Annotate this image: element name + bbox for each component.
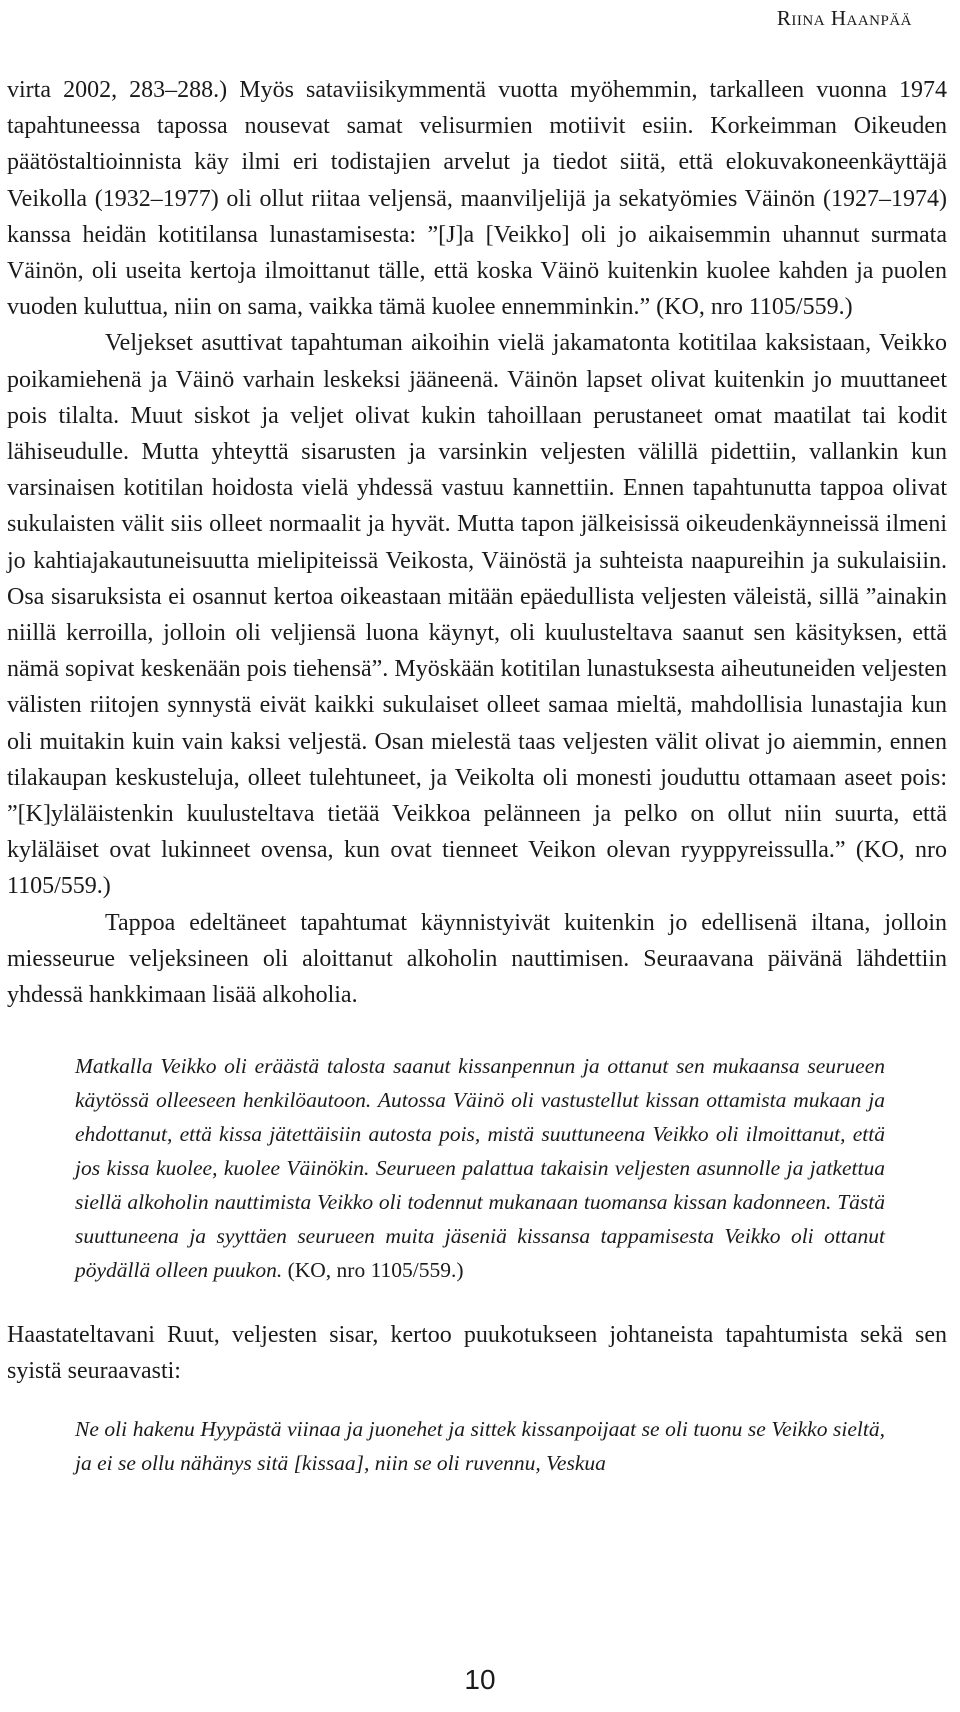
- paragraph-3: Tappoa edeltäneet tapahtumat käynnistyivät kuitenkin jo edellisenä iltana, jolloin miesseurue veljeksineen oli aloittanut alkoholin nauttimisen. Seuraavana päivänä lähdettiin yhdessä hankkimaan lisää alkoholia.: [7, 909, 947, 1009]
- block-quote-1: [75, 1049, 885, 1287]
- quote-1-reference: (KO, nro 1105/559.): [287, 1258, 464, 1283]
- main-text: [7, 72, 947, 1480]
- paragraph-2: Veljekset asuttivat tapahtuman aikoihin vielä jakamatonta kotitilaa kaksistaan, Veikko poikamiehenä ja Väinö varhain leskeksi jääneenä. Väinön lapset olivat kuitenkin jo muuttaneet pois tilalta. Muut siskot ja veljet olivat kukin tahoillaan perustaneet omat maatilat tai kodit lähiseudulle. Mutta yhteyttä sisarusten ja varsinkin veljesten välillä pidettiin, vallankin kun varsinaisen kotitilan hoidosta vielä yhdessä vastuu kannettiin. Ennen tapahtunutta tappoa olivat sukulaisten välit siis olleet normaalit ja hyvät. Mutta tapon jälkeisissä oikeudenkäynneissä ilmeni jo kahtiajakautuneisuutta mielipiteissä Veikosta, Väinöstä ja suhteista naapureihin ja sukulaisiin. Osa sisaruksista ei osannut kertoa oikeastaan mitään epäedullista veljesten väleistä, sillä ”ainakin niillä kerroilla, jolloin oli veljiensä luona käynyt, oli kuulusteltava saanut sen käsityksen, että nämä sopivat keskenään pois tiehensä”. Myöskään kotitilan lunastuksesta aiheutuneiden veljesten välisten riitojen synnystä eivät kaikki sukulaiset olleet samaa mieltä, mahdollisia lunastajia kun oli muitakin kuin vain kaksi veljestä. Osan mielestä taas veljesten välit olivat jo aiemmin, ennen tilakaupan keskusteluja, olleet tulehtuneet, ja Veikolta oli monesti jouduttu ottamaan aseet pois: ”[K]yläläistenkin kuulusteltava tietää Veikkoa pelänneen ja pelko on ollut niin suurta, että kyläläiset ovat lukinneet ovensa, kun ovat tienneet Veikon olevan ryyppyreissulla.” (KO, nro 1105/559.): [7, 330, 947, 900]
- quote-1-text: Matkalla Veikko oli eräästä talosta saanut kissanpennun ja ottanut sen mukaansa seurueen käytössä olleeseen henkilöautoon. Autossa Väinö oli vastustellut kissan ottamista mukaan ja ehdottanut, että kissa jätettäisiin autosta pois, mistä suuttuneena Veikko oli ilmoittanut, että jos kissa kuolee, kuolee Väinökin. Seurueen palattua takaisin veljesten asunnolle ja jatkettua siellä alkoholin nauttimista Veikko oli todennut mukanaan tuomansa kissan kadonneen. Tästä suuttuneena ja syyttäen seurueen muita jäseniä kissansa tappamisesta Veikko oli ottanut pöydällä olleen puukon.: [75, 1054, 885, 1283]
- page-number: 10: [464, 1664, 496, 1695]
- paragraph-4: Haastateltavani Ruut, veljesten sisar, kertoo puukotukseen johtaneista tapahtumista sekä sen syistä seuraavasti:: [7, 1322, 947, 1385]
- block-quote-2: [75, 1412, 885, 1480]
- quote-2-text: Ne oli hakenu Hyypästä viinaa ja juonehet ja sittek kissanpoijaat se oli tuonu se Veikko sieltä, ja ei se ollu nähänys sitä [kissaa], niin se oli ruvennu, Veskua: [75, 1416, 885, 1475]
- paragraph-1: virta 2002, 283–288.) Myös sataviisikymmentä vuotta myöhemmin, tarkalleen vuonna 1974 tapahtuneessa tapossa nousevat samat velisurmien motiivit esiin. Korkeimman Oikeuden päätöstaltioinnista käy ilmi eri todistajien arvelut ja tiedot siitä, että elokuvakoneenkäyttäjä Veikolla (1932–1977) oli ollut riitaa veljensä, maanviljelijä ja sekatyömies Väinön (1927–1974) kanssa heidän kotitilansa lunastamisesta: ”[J]a [Veikko] oli jo aikaisemmin uhannut surmata Väinön, oli useita kertoja ilmoittanut tälle, että koska Väinö kuitenkin kuolee kahden ja puolen vuoden kuluttua, niin on sama, vaikka tämä kuolee ennemminkin.” (KO, nro 1105/559.): [7, 77, 947, 321]
- running-header: Riina Haanpää: [776, 6, 912, 30]
